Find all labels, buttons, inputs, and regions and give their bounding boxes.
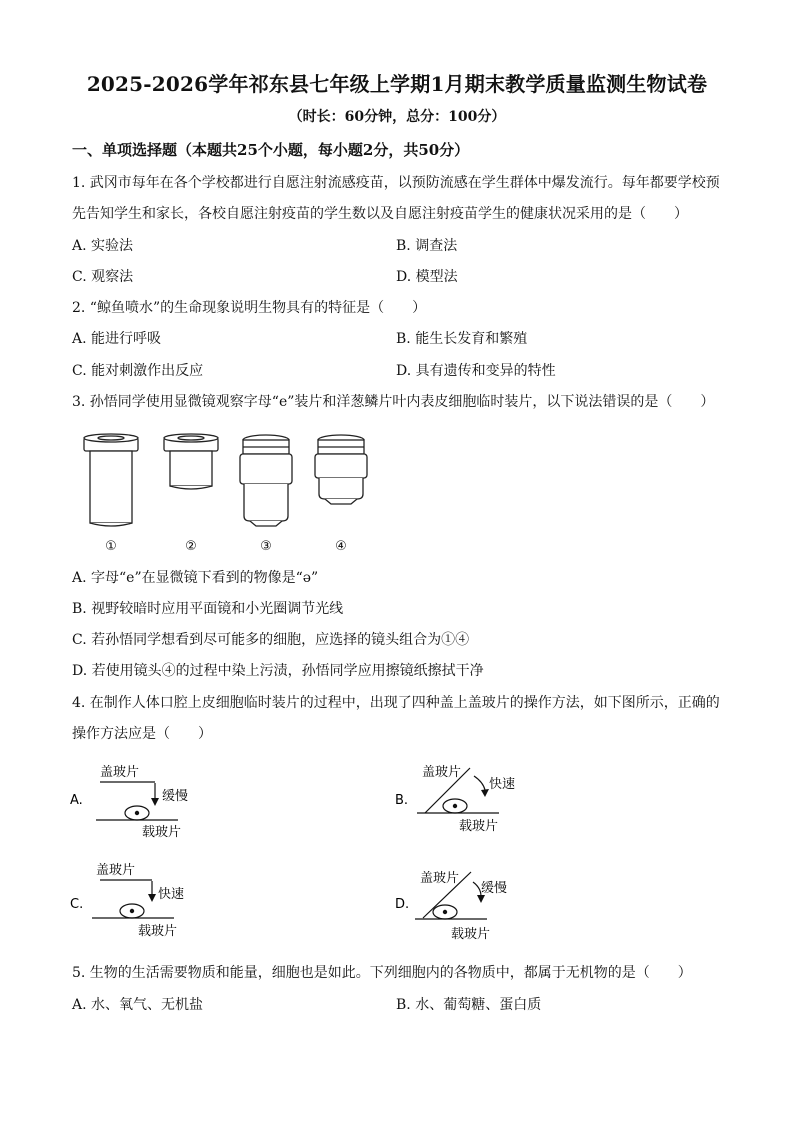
q2-option-a: A. 能进行呼吸: [72, 331, 162, 347]
diagram-b-slide-label: 载玻片: [459, 819, 499, 834]
q1-option-b: B. 调查法: [396, 238, 458, 254]
q1-option-c: C. 观察法: [72, 269, 134, 285]
q2-option-b: B. 能生长发育和繁殖: [396, 331, 528, 347]
diagram-c: [70, 858, 210, 943]
diagram-c-fast-label: 快速: [158, 887, 185, 902]
q3-stem: 3. 孙悟同学使用显微镜观察字母“e”装片和洋葱鳞片叶内表皮细胞临时装片，以下说法错误的是（ ）: [72, 394, 715, 410]
diagram-c-cover-label: 盖玻片: [96, 863, 136, 878]
q5-option-a: A. 水、氧气、无机盐: [72, 997, 204, 1013]
q1-stem-line2: 先告知学生和家长，各校自愿注射疫苗的学生数以及自愿注射疫苗学生的健康状况采用的是（ ）: [72, 206, 688, 222]
q3-option-b: B. 视野较暗时应用平面镜和小光圈调节光线: [72, 601, 344, 617]
diagram-a-slide-label: 载玻片: [142, 825, 182, 840]
lens-label-4: ④: [335, 539, 347, 554]
lens-2-icon: [164, 434, 218, 489]
q2-option-c: C. 能对刺激作出反应: [72, 363, 204, 379]
lens-1-icon: [84, 434, 138, 526]
lens-4-icon: [315, 435, 367, 504]
q5-stem: 5. 生物的生活需要物质和能量，细胞也是如此。下列细胞内的各物质中，都属于无机物的是（ ）: [72, 965, 692, 981]
lens-label-2: ②: [185, 539, 197, 554]
lens-label-1: ①: [105, 539, 117, 554]
exam-title: 2025-2026学年祁东县七年级上学期1月期末教学质量监测生物试卷: [86, 72, 708, 96]
diagram-d: [395, 862, 555, 947]
lens-3-icon: [240, 435, 292, 526]
q4-stem-line1: 4. 在制作人体口腔上皮细胞临时装片的过程中，出现了四种盖上盖玻片的操作方法，如下图所示，正确的: [72, 695, 720, 711]
diagram-d-cover-label: 盖玻片: [420, 871, 460, 886]
q1-option-a: A. 实验法: [72, 238, 134, 254]
diagram-b-label: B.: [395, 793, 409, 808]
diagram-b: [395, 760, 555, 845]
diagram-d-label: D.: [395, 897, 410, 912]
diagram-a: [70, 760, 210, 845]
diagram-a-label: A.: [70, 793, 83, 808]
q2-option-d: D. 具有遗传和变异的特性: [396, 363, 556, 379]
diagram-a-cover-label: 盖玻片: [100, 765, 140, 780]
q5-option-b: B. 水、葡萄糖、蛋白质: [396, 997, 542, 1013]
q1-stem-line1: 1. 武冈市每年在各个学校都进行自愿注射流感疫苗，以预防流感在学生群体中爆发流行。每年都要学校预: [72, 175, 720, 191]
diagram-c-slide-label: 载玻片: [138, 924, 178, 939]
lens-label-3: ③: [260, 539, 272, 554]
q3-option-a: A. 字母“e”在显微镜下看到的物像是“ə”: [72, 570, 319, 586]
q3-option-d: D. 若使用镜头④的过程中染上污渍，孙悟同学应用擦镜纸擦拭干净: [72, 663, 484, 679]
diagram-d-slow-label: 缓慢: [481, 881, 508, 896]
section-heading: 一、单项选择题（本题共25个小题，每小题2分，共50分）: [72, 141, 470, 159]
q2-stem: 2. “鲸鱼喷水”的生命现象说明生物具有的特征是（ ）: [72, 300, 427, 316]
diagram-a-slow-label: 缓慢: [162, 789, 189, 804]
q3-option-c: C. 若孙悟同学想看到尽可能多的细胞，应选择的镜头组合为①④: [72, 632, 470, 648]
diagram-b-fast-label: 快速: [489, 777, 516, 792]
diagram-d-slide-label: 载玻片: [451, 927, 491, 942]
diagram-b-cover-label: 盖玻片: [422, 765, 462, 780]
diagram-c-label: C.: [70, 897, 84, 912]
exam-subtitle: （时长：60分钟，总分：100分）: [288, 109, 506, 125]
q4-stem-line2: 操作方法应是（ ）: [72, 726, 212, 742]
q1-option-d: D. 模型法: [396, 269, 458, 285]
lens-figure: [80, 428, 370, 558]
